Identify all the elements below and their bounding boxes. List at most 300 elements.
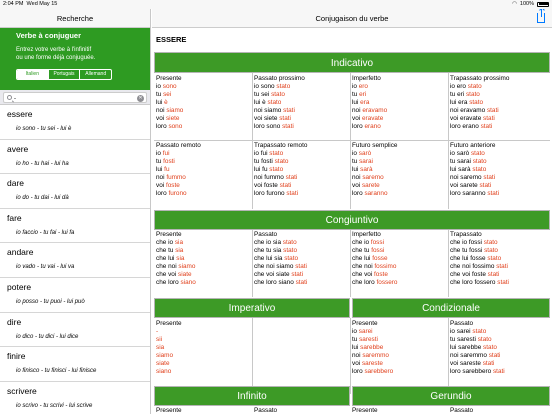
conjugation-prefix: voi foste	[254, 182, 280, 190]
conjugation-ending: fosse	[372, 255, 388, 263]
column-divider	[252, 318, 253, 394]
tense-title: Presente	[352, 407, 378, 414]
list-item[interactable]	[0, 174, 150, 209]
conjugation-prefix: che lui	[156, 255, 177, 263]
conjugation-line	[450, 182, 546, 190]
search-input[interactable]	[14, 94, 134, 103]
conjugation-ending: sia	[174, 239, 184, 247]
search-icon	[7, 95, 12, 100]
conjugation-ending: -	[156, 328, 159, 336]
conjugation-line	[254, 123, 350, 131]
conjugation-ending: siano	[180, 278, 196, 286]
section-condizionale: Condizionale	[352, 298, 550, 318]
conjugation-prefix: lui	[352, 344, 361, 352]
conjugation-prefix: lui	[352, 166, 361, 174]
tense-title: Futuro semplice	[352, 142, 398, 149]
conjugation-ending: stato	[472, 158, 487, 166]
conjugation-line	[450, 115, 546, 123]
conjugation-prefix: noi fummo	[254, 174, 286, 182]
verb-forms: io finisco - tu finisci - lui finisce	[16, 368, 97, 375]
conjugation-line	[450, 99, 546, 107]
conjugation-prefix: che voi siate	[254, 271, 292, 279]
language-option-portugais[interactable]: Portugais	[49, 70, 81, 79]
verb-forms: io dico - tu dici - lui dice	[16, 333, 79, 340]
conjugation-ending: sia	[175, 247, 184, 255]
conjugation-line	[254, 91, 350, 99]
conjugation-prefix: voi eravate	[450, 115, 484, 123]
conjugation-line	[254, 158, 350, 166]
verb-list	[0, 105, 150, 414]
tense-title: Presente	[156, 407, 182, 414]
sidebar-title: Recherche	[0, 9, 150, 28]
conjugation-prefix: voi sarete	[450, 182, 480, 190]
conjugation-ending: stati	[295, 263, 307, 271]
conjugation-line	[450, 247, 546, 255]
verb-name: dare	[7, 178, 25, 189]
conjugation-prefix: tu sarai	[450, 158, 473, 166]
conjugation-prefix: tu	[156, 91, 164, 99]
conjugation-ending: stato	[283, 247, 297, 255]
tense-block	[156, 320, 252, 376]
conjugation-prefix: tu	[352, 336, 360, 344]
conjugation-ending: stato	[269, 166, 284, 174]
conjugation-line	[450, 360, 546, 368]
tense-block	[450, 75, 546, 131]
conjugation-line	[156, 107, 252, 115]
conjugation-line	[254, 263, 350, 271]
conjugation-ending: stati	[492, 367, 505, 375]
conjugation-prefix: lui è	[254, 99, 268, 107]
conjugation-prefix: voi	[352, 360, 362, 368]
conjugation-prefix: che noi	[156, 263, 179, 271]
conjugation-ending: stato	[470, 150, 485, 158]
conjugation-ending: stati	[483, 174, 496, 182]
conjugation-prefix: loro saranno	[450, 189, 488, 197]
conjugation-ending: eravate	[361, 115, 384, 123]
conjugation-ending: fossero	[376, 278, 398, 286]
clear-icon[interactable]: ✕	[138, 94, 143, 101]
conjugation-ending: stato	[469, 99, 484, 107]
conjugation-line	[450, 279, 546, 287]
tense-title: Imperfetto	[352, 231, 381, 238]
conjugation-line	[352, 271, 448, 279]
conjugation-prefix: lui	[352, 99, 361, 107]
conjugation-prefix: tu	[352, 91, 360, 99]
conjugation-line	[450, 336, 546, 344]
language-selector	[16, 69, 112, 80]
conjugation-ending: sarai	[359, 158, 373, 166]
conjugation-ending: siamo	[178, 263, 196, 271]
share-icon[interactable]	[537, 13, 545, 23]
column-divider	[350, 318, 351, 394]
conjugation-line	[156, 150, 252, 158]
conjugation-prefix: io	[156, 150, 163, 158]
conjugation-ending: stato	[282, 239, 297, 247]
section-indicativo: Indicativo	[154, 52, 550, 73]
conjugation-prefix: che loro	[352, 278, 377, 286]
conjugation-ending: sia	[156, 344, 165, 352]
conjugation-prefix: noi saremo	[450, 174, 484, 182]
tense-block	[156, 407, 252, 414]
tense-title: Passato	[450, 320, 474, 327]
conjugation-line	[450, 107, 546, 115]
conjugation-ending: stati	[286, 189, 299, 197]
conjugation-prefix: che tu	[156, 247, 176, 255]
conjugation-line	[156, 352, 252, 360]
list-item[interactable]	[0, 278, 150, 313]
conjugation-ending: stati	[282, 122, 294, 130]
conjugation-ending: siate	[156, 360, 170, 368]
conjugation-line	[450, 255, 546, 263]
conjugation-ending: stati	[488, 352, 501, 360]
conjugation-line	[450, 344, 546, 352]
status-right	[512, 1, 549, 7]
conjugation-ending: stato	[274, 158, 289, 166]
conjugation-line	[254, 83, 350, 91]
conjugation-prefix: lui sarebbe	[450, 344, 484, 352]
status-time: 2:04 PM Wed May 15	[3, 1, 58, 7]
conjugation-ending: sia	[176, 255, 185, 263]
conjugation-line	[352, 263, 448, 271]
conjugation-ending: siano	[156, 367, 172, 375]
conjugation-prefix: loro	[156, 122, 169, 130]
conjugation-line	[156, 123, 252, 131]
conjugation-ending: fossi	[370, 239, 384, 247]
conjugation-ending: stati	[279, 182, 292, 190]
conjugation-ending: sii	[156, 336, 163, 344]
conjugation-ending: saresti	[359, 336, 378, 344]
conjugation-prefix: noi siamo	[254, 107, 284, 115]
conjugation-line	[156, 99, 252, 107]
column-divider	[448, 73, 449, 209]
tense-block	[254, 142, 350, 198]
conjugation-line	[352, 107, 448, 115]
conjugation-prefix: che noi	[352, 263, 375, 271]
conjugation-ending: fu	[164, 166, 170, 174]
verb-name: andare	[7, 247, 34, 258]
verb-forms: io sono - tu sei - lui è	[16, 126, 72, 132]
conjugation-line	[156, 115, 252, 123]
conjugation-ending: fossi	[371, 247, 385, 255]
conjugation-ending: è	[164, 99, 168, 107]
conjugation-line	[352, 150, 448, 158]
conjugation-line	[156, 263, 252, 271]
conjugation-prefix: che io fossi	[450, 239, 484, 247]
verb-forms: io vado - tu vai - lui va	[16, 264, 75, 271]
conjugation-ending: stato	[472, 166, 487, 174]
tense-block	[352, 407, 448, 414]
verb-prompt-panel	[0, 28, 150, 90]
conjugation-line	[254, 182, 350, 190]
conjugation-prefix: loro	[352, 367, 365, 375]
conjugation-prefix: loro	[352, 189, 365, 197]
conjugation-line	[254, 166, 350, 174]
prompt-line-2: ou une forme déjà conjuguée.	[16, 55, 96, 61]
conjugation-ending: stato	[465, 91, 480, 99]
conjugation-prefix: voi	[352, 182, 362, 190]
tense-title: Presente	[156, 75, 182, 82]
conjugation-prefix: loro sono	[254, 122, 283, 130]
conjugation-ending: stato	[276, 83, 291, 91]
conjugation-line	[254, 150, 350, 158]
tense-title: Trapassato	[450, 231, 482, 238]
tense-title: Presente	[156, 231, 182, 238]
verb-forms: io posso - tu puoi - lui può	[16, 298, 85, 305]
verb-title: ESSERE	[156, 35, 187, 44]
wifi-icon: ◠	[512, 1, 517, 7]
conjugation-line	[156, 166, 252, 174]
conjugation-prefix: io	[352, 83, 359, 91]
conjugation-line	[450, 352, 546, 360]
conjugation-prefix: che io	[156, 239, 175, 247]
verb-forms: io scrivo - tu scrivi - lui scrive	[16, 402, 93, 409]
conjugation-prefix: che tu sia	[254, 247, 284, 255]
conjugation-ending: fummo	[166, 174, 186, 182]
conjugation-prefix: noi	[352, 352, 363, 360]
conjugation-line	[352, 123, 448, 131]
conjugation-ending: stato	[472, 328, 487, 336]
list-item[interactable]	[0, 347, 150, 382]
conjugation-ending: fosti	[163, 158, 175, 166]
conjugation-ending: stato	[467, 83, 482, 91]
conjugation-line	[352, 336, 448, 344]
conjugation-prefix: loro furono	[254, 189, 287, 197]
conjugation-prefix: tu fosti	[254, 158, 275, 166]
conjugation-line	[450, 91, 546, 99]
conjugation-line	[156, 344, 252, 352]
column-divider	[252, 230, 253, 297]
tense-block	[450, 320, 546, 376]
verb-name: scrivere	[7, 385, 37, 396]
conjugation-line	[352, 328, 448, 336]
conjugation-ending: stati	[285, 174, 298, 182]
conjugation-ending: sei	[163, 91, 172, 99]
conjugation-line	[352, 99, 448, 107]
battery-percent: 100%	[519, 1, 534, 7]
conjugation-prefix: lui sarà	[450, 166, 473, 174]
conjugation-ending: stati	[279, 115, 291, 123]
conjugation-prefix: lui fu	[254, 166, 270, 174]
verb-forms: io faccio - tu fai - lui fa	[16, 229, 75, 236]
conjugation-ending: siamo	[156, 352, 174, 360]
conjugation-prefix: che tu	[352, 247, 372, 255]
tense-block	[254, 231, 350, 287]
conjugation-line	[450, 166, 546, 174]
conjugation-prefix: noi	[352, 174, 363, 182]
conjugation-line	[156, 328, 252, 336]
conjugation-line	[352, 158, 448, 166]
conjugation-line	[254, 279, 350, 287]
conjugation-prefix: loro	[352, 122, 365, 130]
conjugation-prefix: noi eravamo	[450, 107, 487, 115]
conjugation-ending: sarà	[360, 166, 373, 174]
conjugation-ending: stato	[284, 255, 299, 263]
verb-name: finire	[7, 351, 26, 362]
conjugation-ending: stato	[483, 344, 497, 352]
tense-title: Imperfetto	[352, 75, 381, 82]
conjugation-line	[450, 328, 546, 336]
conjugation-ending: era	[360, 99, 370, 107]
conjugation-prefix: io sarei	[450, 328, 473, 336]
column-divider	[350, 230, 351, 297]
conjugation-line	[254, 99, 350, 107]
conjugation-prefix: lui era	[450, 99, 470, 107]
conjugation-ending: sarebbero	[364, 367, 394, 375]
conjugation-ending: foste	[374, 271, 388, 279]
conjugation-line	[352, 182, 448, 190]
conjugation-ending: fui	[162, 150, 170, 158]
conjugation-line	[450, 150, 546, 158]
conjugation-line	[254, 247, 350, 255]
conjugation-ending: stati	[291, 271, 304, 279]
section-imperativo: Imperativo	[154, 298, 350, 318]
prompt-title: Verbe à conjuguer	[16, 31, 82, 40]
tense-block	[450, 407, 546, 414]
conjugation-line	[352, 174, 448, 182]
conjugation-line	[254, 271, 350, 279]
tense-block	[352, 75, 448, 131]
conjugation-line	[156, 336, 252, 344]
conjugation-ending: stati	[487, 271, 500, 279]
conjugation-prefix: tu sei	[254, 91, 272, 99]
prompt-line-1: Entrez votre verbe à l'infinitif	[16, 47, 92, 53]
conjugation-line	[254, 115, 350, 123]
tense-block	[156, 231, 252, 287]
conjugation-prefix: tu	[156, 158, 164, 166]
status-bar	[0, 0, 552, 9]
verb-forms: io ho - tu hai - lui ha	[16, 160, 69, 167]
conjugation-prefix: che lui fosse	[450, 255, 488, 263]
conjugation-ending: stato	[484, 247, 498, 255]
conjugation-ending: stati	[283, 107, 295, 115]
conjugation-ending: fossimo	[374, 263, 397, 271]
conjugation-ending: siete	[165, 115, 180, 123]
conjugation-prefix: che io sia	[254, 239, 283, 247]
conjugation-line	[156, 91, 252, 99]
section-gerundio: Gerundio	[352, 386, 550, 406]
conjugation-prefix: io sono	[254, 83, 277, 91]
conjugation-line	[450, 158, 546, 166]
conjugation-prefix: voi siete	[254, 115, 280, 123]
conjugation-line	[352, 368, 448, 376]
column-divider	[252, 73, 253, 209]
conjugation-line	[352, 279, 448, 287]
conjugation-line	[352, 91, 448, 99]
conjugation-ending: stati	[482, 360, 495, 368]
conjugation-ending: stati	[496, 263, 508, 271]
tense-title: Passato prossimo	[254, 75, 305, 82]
conjugation-ending: saremmo	[362, 352, 389, 360]
conjugation-prefix: che noi fossimo	[450, 263, 497, 271]
column-divider	[448, 230, 449, 297]
conjugation-ending: siate	[178, 271, 192, 279]
conjugation-ending: sono	[162, 83, 177, 91]
conjugation-line	[450, 263, 546, 271]
conjugation-prefix: che io	[352, 239, 371, 247]
conjugation-line	[254, 174, 350, 182]
conjugation-ending: stati	[487, 189, 500, 197]
conjugation-line	[450, 83, 546, 91]
list-item[interactable]	[0, 140, 150, 175]
tense-title: Presente	[352, 320, 378, 327]
conjugation-prefix: che lui sia	[254, 255, 285, 263]
conjugation-prefix: voi	[156, 115, 166, 123]
main-header	[152, 9, 552, 28]
conjugation-line	[156, 182, 252, 190]
conjugation-prefix: che voi foste	[450, 271, 488, 279]
list-item[interactable]	[0, 243, 150, 278]
conjugation-line	[156, 360, 252, 368]
language-option-allemand[interactable]: Allemand	[85, 71, 107, 77]
conjugation-prefix: che loro	[156, 278, 181, 286]
search-box	[3, 92, 147, 103]
verb-name: dire	[7, 316, 22, 327]
conjugation-ending: stato	[487, 255, 502, 263]
conjugation-ending: saranno	[364, 189, 388, 197]
language-option-italien[interactable]: Italien	[17, 70, 49, 79]
column-divider	[350, 73, 351, 209]
conjugation-line	[156, 255, 252, 263]
conjugation-prefix: noi	[156, 174, 167, 182]
conjugation-ending: stato	[483, 239, 498, 247]
list-item[interactable]	[0, 105, 150, 140]
conjugation-line	[254, 255, 350, 263]
conjugation-line	[352, 247, 448, 255]
conjugation-ending: eri	[359, 91, 367, 99]
conjugation-prefix: lui	[156, 166, 165, 174]
conjugation-line	[254, 107, 350, 115]
conjugation-line	[352, 166, 448, 174]
conjugation-line	[254, 239, 350, 247]
conjugation-line	[450, 174, 546, 182]
tense-title: Passato remoto	[156, 142, 201, 149]
list-item[interactable]	[0, 209, 150, 244]
verb-forms: io do - tu dai - lui dà	[16, 195, 69, 202]
conjugation-line	[352, 344, 448, 352]
conjugation-prefix: che voi	[156, 271, 179, 279]
conjugation-ending: sarò	[358, 150, 372, 158]
conjugation-ending: saremo	[362, 174, 384, 182]
conjugation-ending: sarete	[361, 182, 380, 190]
verb-name: essere	[7, 109, 33, 119]
conjugation-prefix: io ero	[450, 83, 468, 91]
conjugation-prefix: noi saremmo	[450, 352, 489, 360]
conjugation-prefix: che tu fossi	[450, 247, 485, 255]
conjugation-ending: stati	[483, 115, 495, 123]
search-bar	[0, 90, 150, 105]
conjugation-line	[352, 360, 448, 368]
conjugation-ending: stati	[479, 182, 492, 190]
tense-block	[254, 75, 350, 131]
tense-block	[156, 142, 252, 198]
battery-icon	[537, 2, 549, 7]
conjugation-prefix: tu eri	[450, 91, 466, 99]
tense-title: Trapassato prossimo	[450, 75, 510, 82]
list-item[interactable]	[0, 382, 150, 414]
conjugation-line	[156, 271, 252, 279]
conjugation-ending: stato	[477, 336, 492, 344]
conjugation-ending: stato	[271, 91, 285, 99]
conjugation-line	[156, 247, 252, 255]
conjugation-ending: stati	[497, 278, 509, 286]
conjugation-line	[352, 239, 448, 247]
list-item[interactable]	[0, 313, 150, 348]
conjugation-line	[352, 255, 448, 263]
conjugation-ending: stati	[480, 122, 493, 130]
conjugation-prefix: che loro fossero	[450, 278, 498, 286]
conjugation-prefix: io	[156, 83, 163, 91]
tense-title: Passato	[254, 231, 278, 238]
